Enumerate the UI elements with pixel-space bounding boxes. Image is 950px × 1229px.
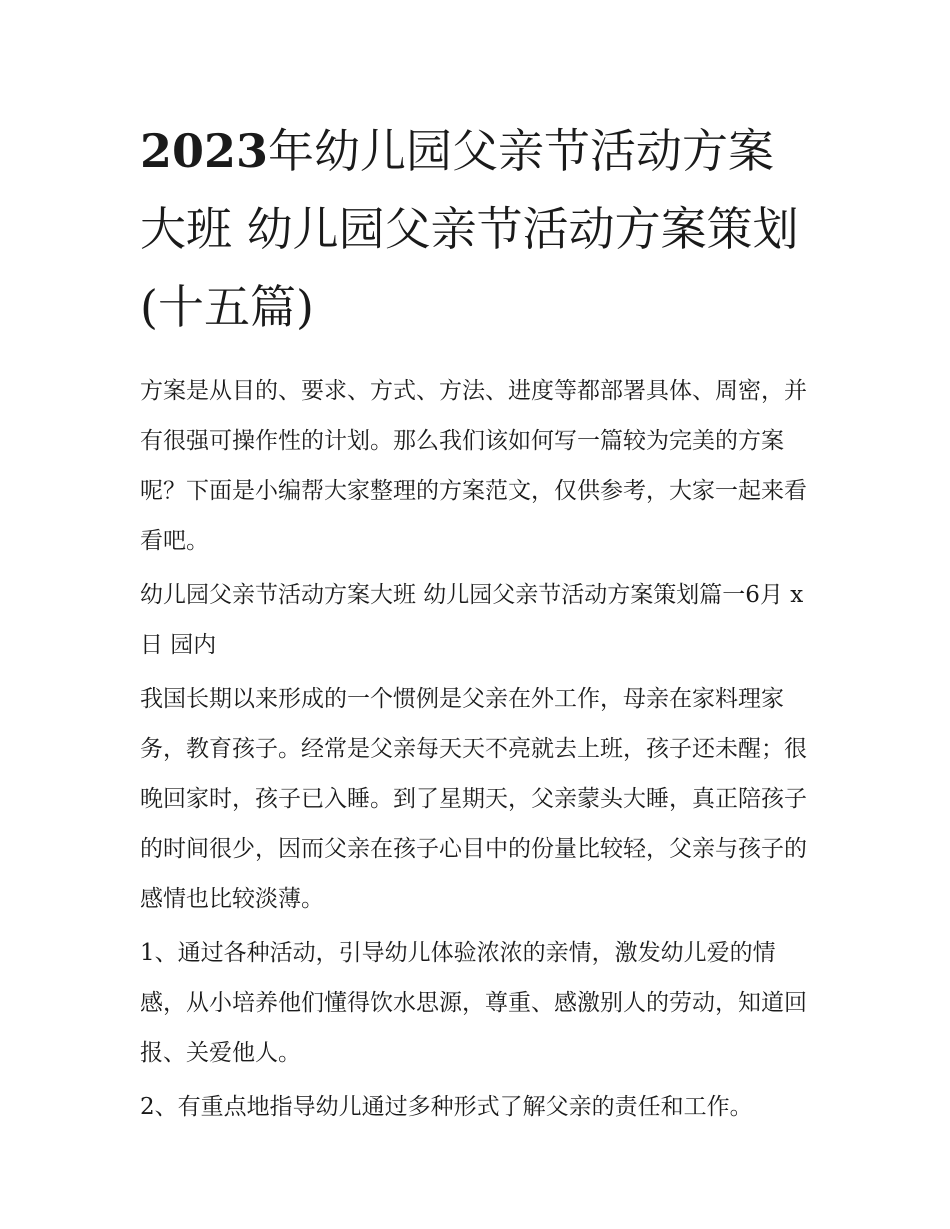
title-year: 2023 [140,124,269,178]
list-item-2: 2、有重点地指导幼儿通过多种形式了解父亲的责任和工作。 [140,1094,753,1120]
title-text: 年幼儿园父亲节活动方案大班 幼儿园父亲节活动方案策划(十五篇) [140,124,799,334]
document-page [140,112,820,1132]
list-item-1: 1、通过各种活动，引导幼儿体验浓浓的亲情，激发幼儿爱的情感，从小培养他们懂得饮水思源，尊重、感激别人的劳动，知道回报、关爱他人。 [140,940,807,1066]
body-paragraph: 我国长期以来形成的一个惯例是父亲在外工作，母亲在家料理家务，教育孩子。经常是父亲每天天不亮就去上班，孩子还未醒；很晚回家时，孩子已入睡。到了星期天，父亲蒙头大睡，真正陪孩子的时间很少，因而父亲在孩子心目中的份量比较轻，父亲与孩子的感情也比较淡薄。 [140,686,807,912]
document-title [140,112,820,346]
section-heading: 幼儿园父亲节活动方案大班 幼儿园父亲节活动方案策划篇一6月 x 日 园内 [140,582,804,658]
intro-paragraph: 方案是从目的、要求、方式、方法、进度等都部署具体、周密，并有很强可操作性的计划。那么我们该如何写一篇较为完美的方案呢？下面是小编帮大家整理的方案范文，仅供参考，大家一起来看看吧。 [140,378,807,554]
